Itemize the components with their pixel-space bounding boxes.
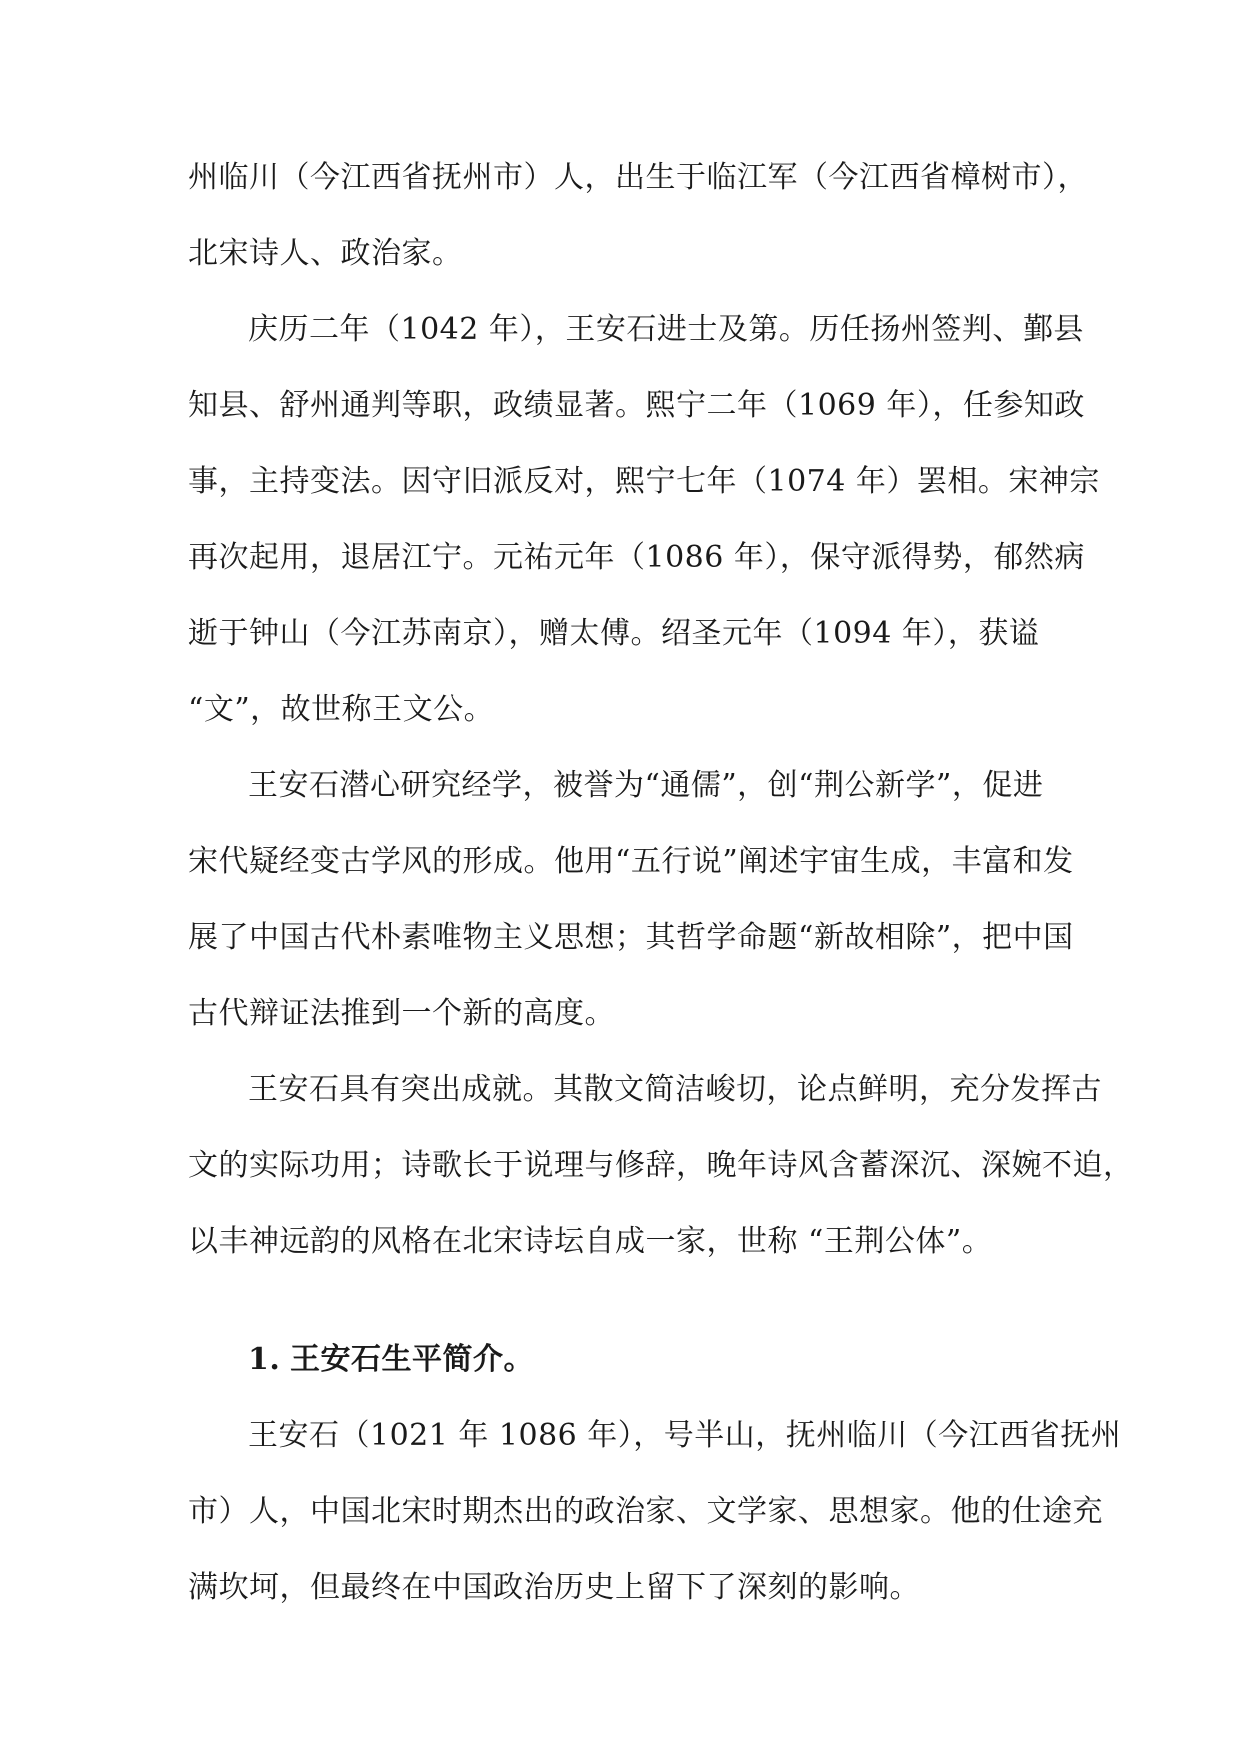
text-line: 市）人，中国北宋时期杰出的政治家、文学家、思想家。他的仕途充 — [188, 1494, 1103, 1529]
section-title: 王安石生平简介。 — [290, 1342, 534, 1377]
text-line: 州临川（今江西省抚州市）人，出生于临江军（今江西省樟树市）， — [188, 160, 1088, 195]
text-line: 古代辩证法推到一个新的高度。 — [188, 996, 615, 1031]
text-line: 知县、舒州通判等职，政绩显著。熙宁二年（1069 年），任参知政 — [188, 388, 1085, 423]
paragraph-birthplace — [188, 140, 1088, 292]
paragraph-philosophy — [188, 748, 1074, 1052]
text-line: 再次起用，退居江宁。元祐元年（1086 年），保守派得势，郁然病 — [188, 540, 1085, 575]
paragraph-career — [188, 292, 1100, 748]
text-line: 展了中国古代朴素唯物主义思想；其哲学命题“新故相除”，把中国 — [188, 920, 1074, 955]
paragraph-literature — [188, 1052, 1134, 1280]
text-line: 满坎坷，但最终在中国政治历史上留下了深刻的影响。 — [188, 1570, 920, 1605]
text-line: 逝于钟山（今江苏南京），赠太傅。绍圣元年（1094 年），获谥 — [188, 616, 1040, 651]
text-line: 事，主持变法。因守旧派反对，熙宁七年（1074 年）罢相。宋神宗 — [188, 464, 1100, 499]
text-line: 北宋诗人、政治家。 — [188, 236, 463, 271]
text-line: “文”，故世称王文公。 — [188, 692, 495, 727]
section-number: 1. — [248, 1342, 281, 1377]
text-line: 庆历二年（1042 年），王安石进士及第。历任扬州签判、鄞县 — [248, 312, 1084, 347]
document-body — [188, 140, 1134, 1626]
text-line: 王安石潜心研究经学，被誉为“通儒”，创“荆公新学”，促进 — [248, 768, 1044, 803]
text-line: 王安石具有突出成就。其散文简洁峻切，论点鲜明，充分发挥古 — [248, 1072, 1102, 1107]
section-heading — [188, 1322, 1068, 1398]
text-line: 文的实际功用；诗歌长于说理与修辞，晚年诗风含蓄深沉、深婉不迫， — [188, 1148, 1134, 1183]
paragraph-biography — [188, 1398, 1122, 1626]
text-line: 以丰神远韵的风格在北宋诗坛自成一家，世称 “王荆公体”。 — [188, 1224, 993, 1259]
text-line: 王安石（1021 年 1086 年），号半山，抚州临川（今江西省抚州 — [248, 1418, 1122, 1453]
text-line: 宋代疑经变古学风的形成。他用“五行说”阐述宇宙生成，丰富和发 — [188, 844, 1074, 879]
